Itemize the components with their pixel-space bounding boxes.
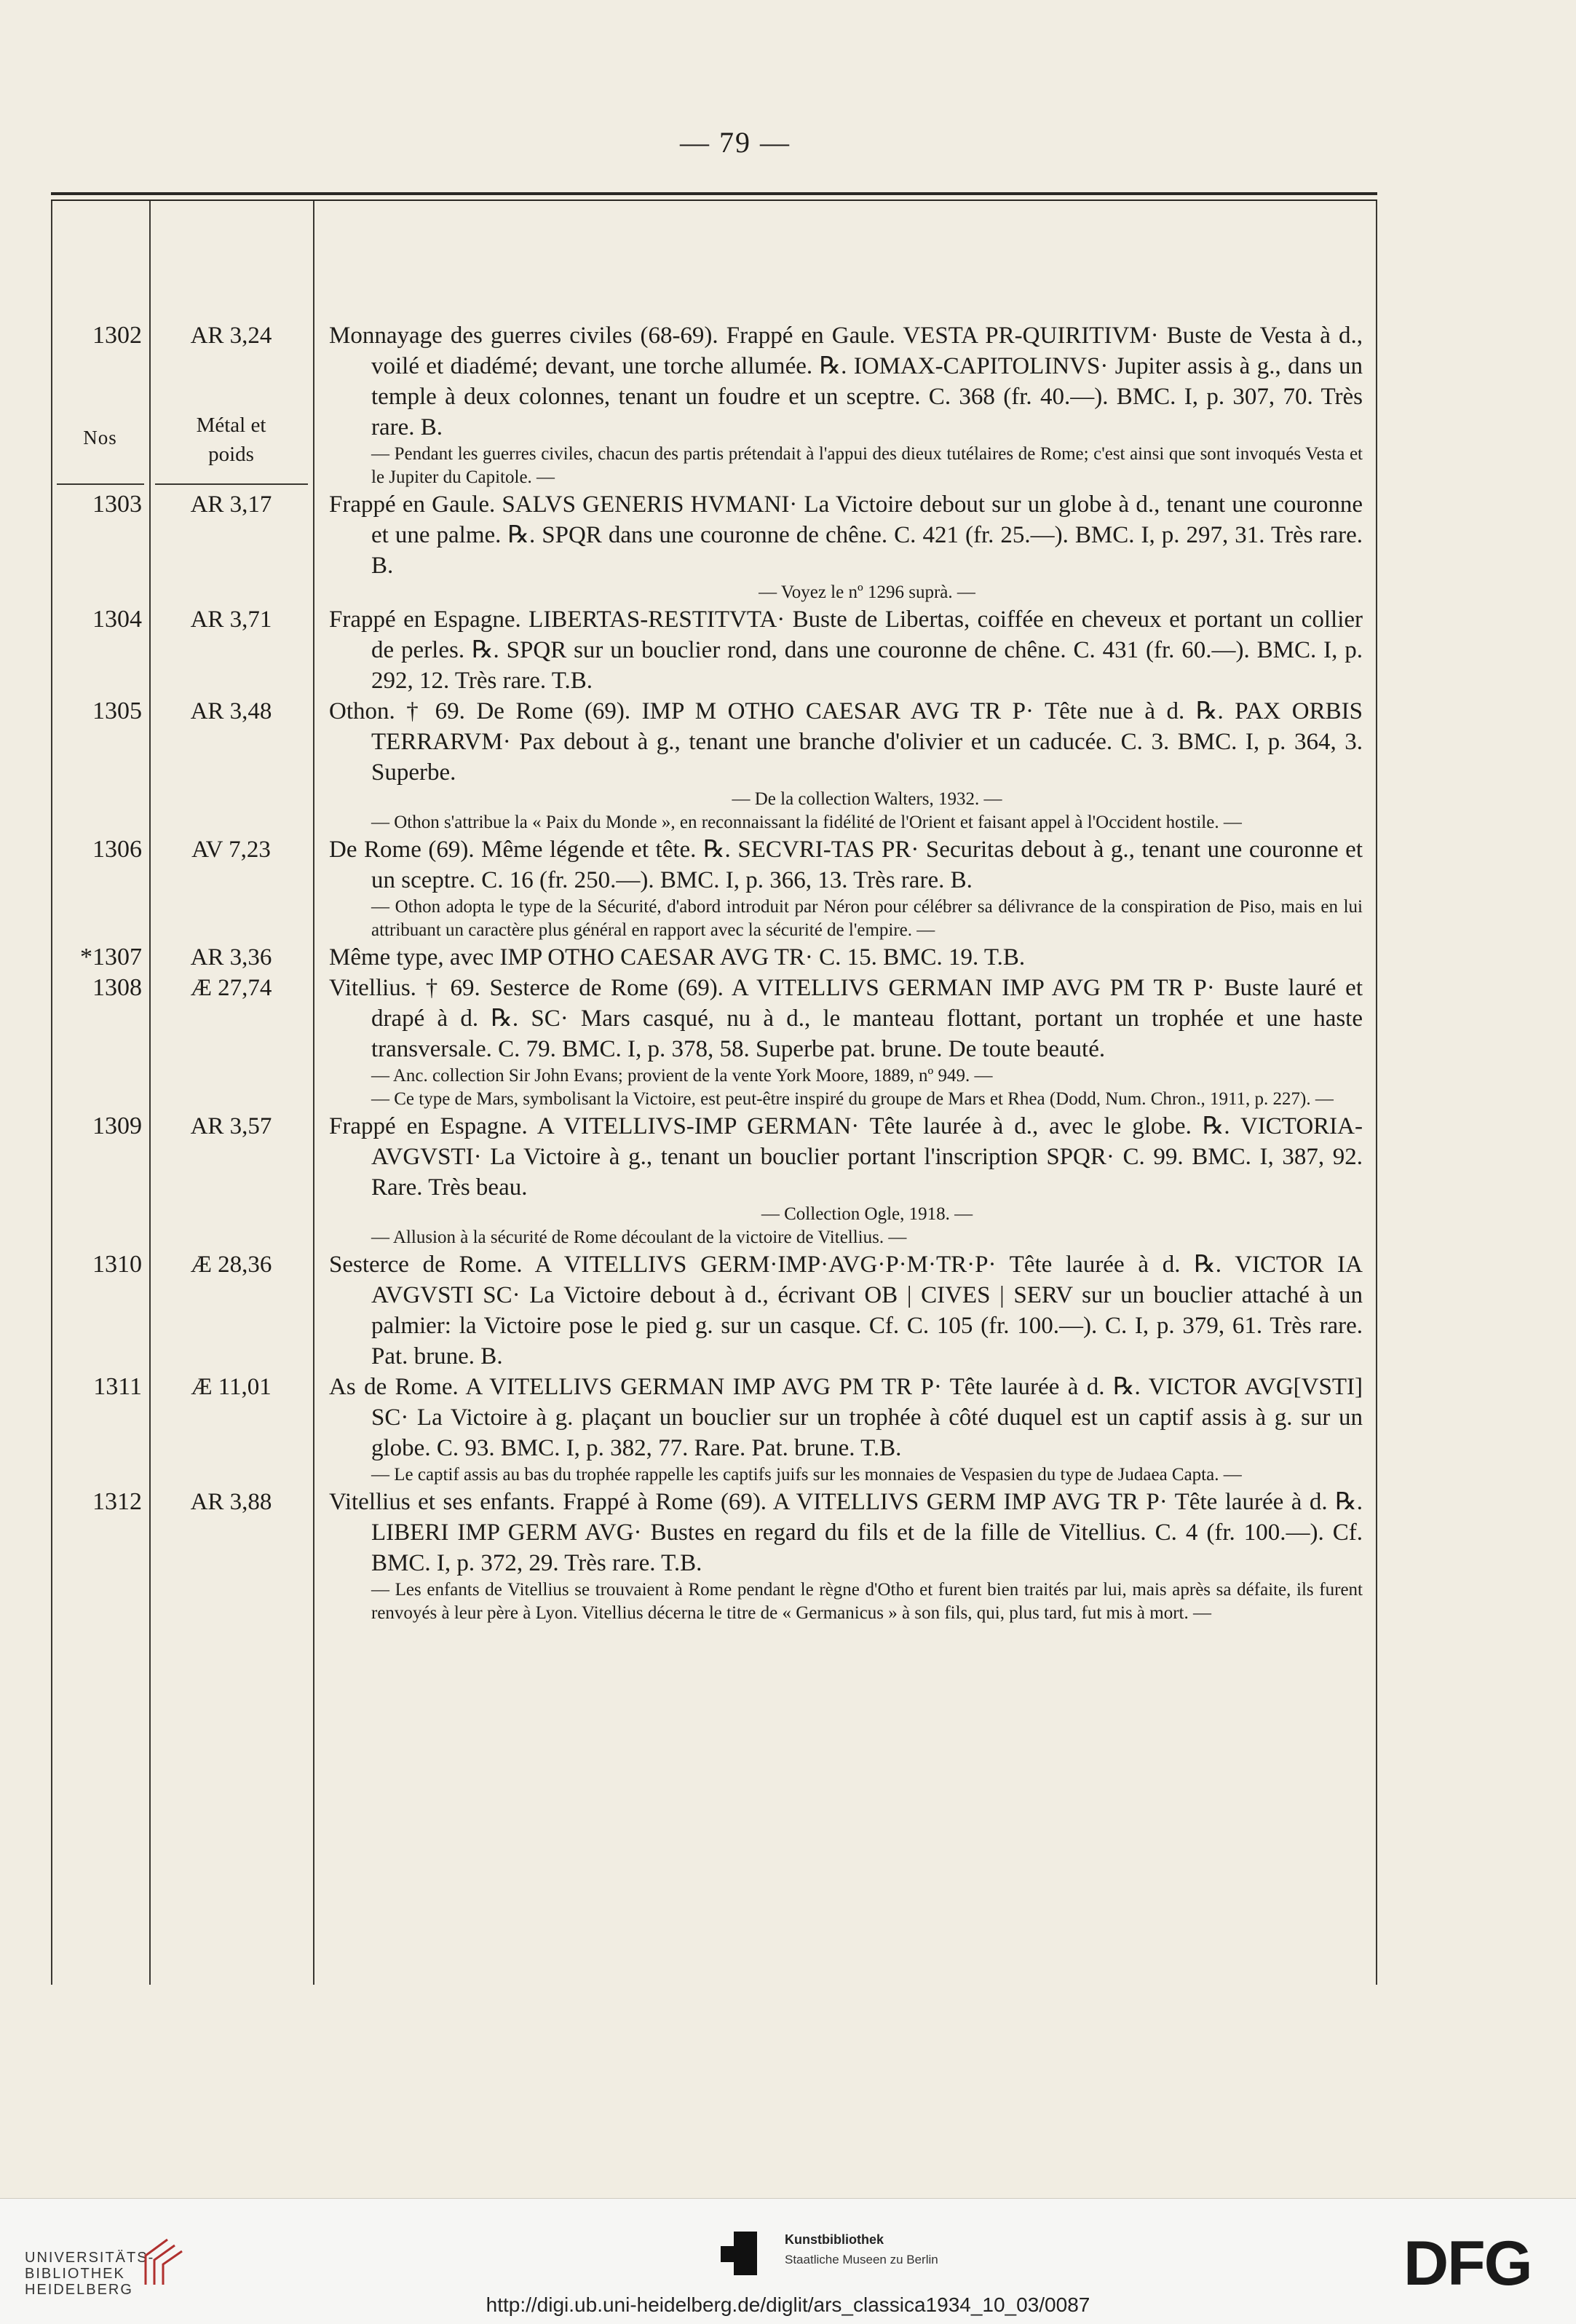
entry-metal-weight: AV 7,23 — [191, 837, 271, 863]
entry-note: — Voyez le nº 1296 suprà. — — [759, 582, 975, 602]
entry-metal-weight: AR 3,48 — [190, 698, 272, 724]
header-metal-line2: poids — [208, 443, 254, 466]
kunstbibliothek-subtitle: Staatliche Museen zu Berlin — [785, 2253, 938, 2266]
entry-description — [313, 1487, 1377, 1625]
university-logo-icon — [138, 2234, 189, 2292]
entry-description — [313, 1111, 1377, 1249]
entry-metal-weight: AR 3,88 — [190, 1489, 272, 1515]
entry-main-text: De Rome (69). Même légende et tête. ℞. SECVRI-TAS PR· Securitas debout à g., tenant une couronne et un sceptre. C. 16 (fr. 250.—). BMC. I, p. 366, 13. Très rare. B. — [329, 837, 1363, 893]
header-numbers: Nos — [83, 427, 117, 448]
page-number: — 79 — — [680, 126, 791, 159]
catalogue-entry — [51, 942, 1377, 973]
entry-main-text: Monnayage des guerres civiles (68-69). Frappé en Gaule. VESTA PR-QUIRITIVM· Buste de Vesta à d., voilé et diadémé; devant, une torche allumée. ℞. IOMAX-CAPITOLINVS· Jupiter assis à g., dans un temple à deux colonnes, tenant un foudre et un sceptre. C. 368 (fr. 40.—). BMC. I, p. 307, 70. Très rare. B. — [329, 323, 1363, 440]
entry-metal-weight: AR 3,71 — [190, 606, 272, 633]
dfg-logo: DFG — [1403, 2229, 1532, 2299]
kunstbibliothek-logo-icon — [721, 2232, 757, 2275]
table-top-rule — [51, 192, 1377, 195]
catalogue-entry — [51, 834, 1377, 942]
entry-main-text: Sesterce de Rome. A VITELLIVS GERM·IMP·AVG·P·M·TR·P· Tête laurée à d. ℞. VICTOR IA AVGVSTI SC· La Victoire debout à d., écrivant OB | CIVES | SERV sur un bouclier attaché à un palmier: la Victoire pose le pied g. sur un casque. Cf. C. 105 (fr. 100.—). C. I, p. 379, 61. Très rare. Pat. brune. B. — [329, 1252, 1363, 1370]
university-line: BIBLIOTHEK — [25, 2266, 125, 2282]
entry-main-text: Frappé en Espagne. LIBERTAS-RESTITVTA· Buste de Libertas, coiffée en cheveux et portant un collier de perles. ℞. SPQR sur un bouclier rond, dans une couronne de chêne. C. 431 (fr. 60.—). BMC. I, p. 292, 12. Très rare. T.B. — [329, 606, 1363, 694]
source-url[interactable]: http://digi.ub.uni-heidelberg.de/diglit/ars_classica1934_10_03/0087 — [486, 2293, 1090, 2316]
table-top-rule-thin — [51, 199, 1377, 201]
entry-note: — Anc. collection Sir John Evans; provient de la vente York Moore, 1889, nº 949. — — [371, 1066, 993, 1086]
entry-main-text: Frappé en Gaule. SALVS GENERIS HVMANI· La Victoire debout sur un globe à d., tenant une couronne et une palme. ℞. SPQR dans une couronne de chêne. C. 421 (fr. 25.—). BMC. I, p. 297, 31. Très rare. B. — [329, 491, 1363, 579]
entry-number: 1308 — [92, 974, 142, 1001]
entry-description — [313, 320, 1377, 489]
entry-metal-weight: AR 3,24 — [190, 323, 272, 349]
entry-number: 1306 — [92, 836, 142, 863]
entry-description — [313, 973, 1377, 1111]
entry-description — [313, 942, 1377, 973]
entry-metal-weight: Æ 28,36 — [190, 1252, 272, 1278]
university-logo-text — [25, 2250, 154, 2298]
entry-description — [313, 834, 1377, 942]
university-line: UNIVERSITÄTS- — [25, 2250, 155, 2266]
entry-number: 1309 — [92, 1112, 142, 1139]
entry-note: — Ce type de Mars, symbolisant la Victoire, est peut-être inspiré du groupe de Mars et Rhea (Dodd, Num. Chron., 1911, p. 227). — — [371, 1089, 1334, 1109]
catalogue-entry — [51, 1111, 1377, 1249]
entry-note: — Le captif assis au bas du trophée rappelle les captifs juifs sur les monnaies de Vespasien du type de Judaea Capta. — — [371, 1465, 1242, 1485]
entry-number: 1305 — [92, 697, 142, 724]
entry-metal-weight: AR 3,17 — [190, 491, 272, 518]
entry-note: — Collection Ogle, 1918. — — [761, 1204, 973, 1224]
entry-metal-weight: AR 3,57 — [190, 1113, 272, 1139]
entry-number: 1311 — [93, 1373, 142, 1400]
entry-note: — Allusion à la sécurité de Rome découlant de la victoire de Vitellius. — — [371, 1228, 907, 1247]
header-metal-line1: Métal et — [196, 414, 266, 437]
entry-description — [313, 1372, 1377, 1487]
entry-metal-weight: Æ 27,74 — [190, 975, 272, 1001]
entry-note: — Les enfants de Vitellius se trouvaient à Rome pendant le règne d'Otho et furent bien traités par lui, mais après sa défaite, ils furent renvoyés à leur père à Lyon. Vitellius décerna le titre de « Germanicus » à son fils, qui, plus tard, fut mis à mort. — — [371, 1580, 1363, 1623]
university-line: HEIDELBERG — [25, 2282, 133, 2298]
entry-note: — Pendant les guerres civiles, chacun des partis prétendait à l'appui des dieux tutélaires de Rome; c'est ainsi que sont invoqués Vesta et le Jupiter du Capitole. — — [371, 444, 1363, 487]
entry-main-text: Frappé en Espagne. A VITELLIVS-IMP GERMAN· Tête laurée à d., avec le globe. ℞. VICTORIA-AVGVSTI· La Victoire à g., tenant un bouclier portant l'inscription SPQR· C. 99. BMC. I, 387, 92. Rare. Très beau. — [329, 1113, 1363, 1201]
catalogue-entry — [51, 696, 1377, 834]
entry-description — [313, 696, 1377, 834]
entry-note: — Othon s'attribue la « Paix du Monde », en reconnaissant la fidélité de l'Orient et faisant appel à l'Occident hostile. — — [371, 813, 1242, 832]
kunstbibliothek-title: Kunstbibliothek — [785, 2232, 884, 2247]
entry-number: 1302 — [92, 322, 142, 349]
entry-number: *1307 — [80, 944, 142, 971]
catalogue-entry — [51, 1487, 1377, 1625]
entry-main-text: Vitellius et ses enfants. Frappé à Rome (69). A VITELLIVS GERM IMP AVG TR P· Tête laurée à d. ℞. LIBERI IMP GERM AVG· Bustes en regard du fils et de la fille de Vitellius. C. 4 (fr. 100.—). Cf. BMC. I, p. 372, 29. Très rare. T.B. — [329, 1489, 1363, 1576]
entry-description — [313, 489, 1377, 604]
catalogue-entry — [51, 489, 1377, 604]
entry-note: — De la collection Walters, 1932. — — [732, 789, 1002, 809]
entry-main-text: Même type, avec IMP OTHO CAESAR AVG TR· C. 15. BMC. 19. T.B. — [329, 944, 1026, 971]
entry-main-text: Othon. † 69. De Rome (69). IMP M OTHO CAESAR AVG TR P· Tête nue à d. ℞. PAX ORBIS TERRARVM· Pax debout à g., tenant une branche d'olivier et un caducée. C. 3. BMC. I, p. 364, 3. Superbe. — [329, 698, 1363, 786]
catalogue-entry — [51, 973, 1377, 1111]
entry-number: 1312 — [92, 1488, 142, 1515]
entry-number: 1310 — [92, 1251, 142, 1278]
entry-main-text: As de Rome. A VITELLIVS GERMAN IMP AVG PM TR P· Tête laurée à d. ℞. VICTOR AVG[VSTI] SC· La Victoire à g. plaçant un bouclier sur un trophée à côté duquel est un captif assis à g. sur un globe. C. 93. BMC. I, p. 382, 77. Rare. Pat. brune. T.B. — [329, 1374, 1363, 1461]
entry-list — [51, 320, 1377, 1625]
entry-note: — Othon adopta le type de la Sécurité, d'abord introduit par Néron pour célébrer sa délivrance de la conspiration de Piso, mais en lui attribuant un caractère plus général en rapport avec la sécurité de l'empire. — — [371, 897, 1363, 940]
catalogue-entry — [51, 320, 1377, 489]
entry-number: 1304 — [92, 606, 142, 633]
entry-metal-weight: AR 3,36 — [190, 944, 272, 971]
entry-metal-weight: Æ 11,01 — [191, 1374, 272, 1400]
entry-main-text: Vitellius. † 69. Sesterce de Rome (69). A VITELLIVS GERMAN IMP AVG PM TR P· Buste lauré et drapé à d. ℞. SC· Mars casqué, nu à d., le manteau flottant, portant un trophée et une haste transversale. C. 79. BMC. I, p. 378, 58. Superbe pat. brune. De toute beauté. — [329, 975, 1363, 1062]
catalogue-entry — [51, 1372, 1377, 1487]
catalogue-entry — [51, 604, 1377, 696]
entry-description — [313, 1249, 1377, 1372]
entry-number: 1303 — [92, 491, 142, 518]
entry-description — [313, 604, 1377, 696]
catalogue-entry — [51, 1249, 1377, 1372]
